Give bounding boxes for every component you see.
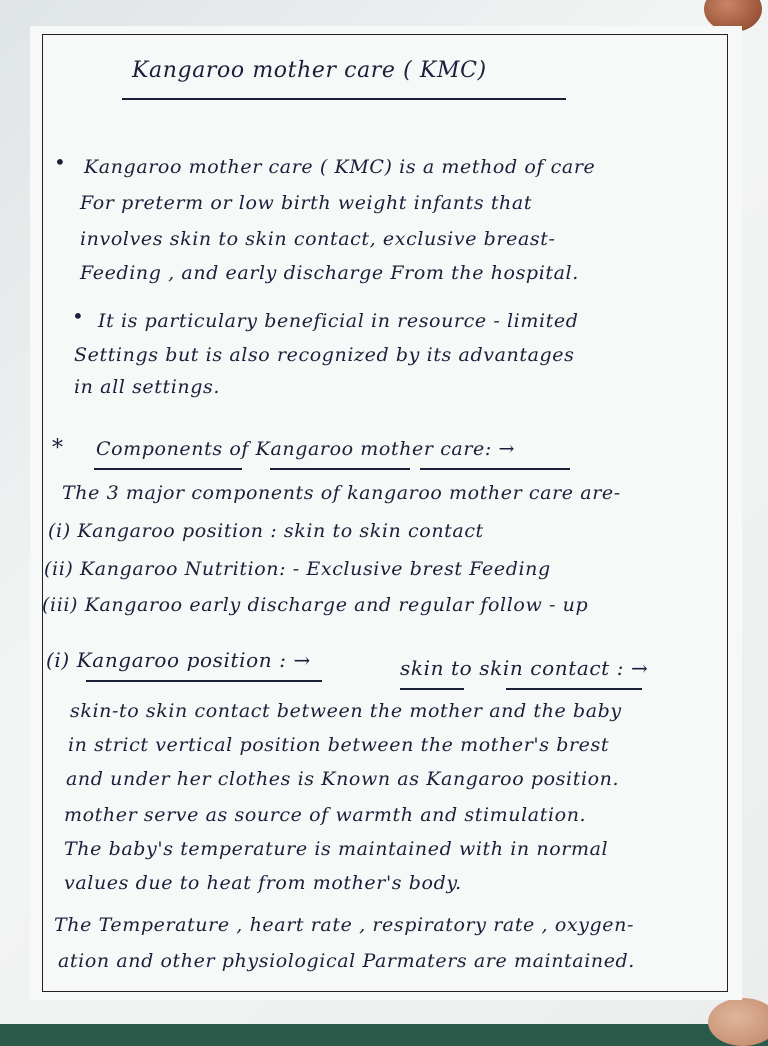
components-lead: The 3 major components of kangaroo mother care are- [62,482,621,504]
position-line-7: The Temperature , heart rate , respiratory rate , oxygen- [54,914,634,936]
intro-line-4: Feeding , and early discharge From the hospital. [80,262,579,284]
components-heading: Components of Kangaroo mother care: → [96,438,515,460]
intro-line-2: For preterm or low birth weight infants that [80,192,532,214]
component-item-2: (ii) Kangaroo Nutrition: - Exclusive brest Feeding [44,558,551,580]
position-line-2: in strict vertical position between the mother's brest [68,734,609,756]
position-underline [86,680,322,682]
skin-contact-underline-1 [400,688,464,690]
title-underline [122,98,566,100]
intro2-line-2: Settings but is also recognized by its advantages [74,344,574,366]
intro2-line-3: in all settings. [74,376,220,398]
intro-line-1: Kangaroo mother care ( KMC) is a method of care [84,156,595,178]
components-underline-2 [270,468,410,470]
finger-bottom [708,998,768,1046]
component-item-1: (i) Kangaroo position : skin to skin contact [48,520,484,542]
skin-contact-heading: skin to skin contact : → [400,656,648,680]
position-line-8: ation and other physiological Parmaters are maintained. [58,950,635,972]
components-underline-1 [94,468,242,470]
star-marker: * [52,436,64,461]
components-underline-3 [420,468,570,470]
position-line-1: skin-to skin contact between the mother and the baby [70,700,622,722]
bullet-dot-2: • [72,304,84,328]
position-line-6: values due to heat from mother's body. [64,872,462,894]
component-item-3: (iii) Kangaroo early discharge and regular follow - up [42,594,588,616]
intro-line-3: involves skin to skin contact, exclusive breast- [80,228,556,250]
page-title: Kangaroo mother care ( KMC) [132,58,487,83]
position-line-5: The baby's temperature is maintained with in normal [64,838,608,860]
position-heading: (i) Kangaroo position : → [46,648,311,672]
skin-contact-underline-2 [506,688,642,690]
intro2-line-1: It is particulary beneficial in resource - limited [98,310,579,332]
position-line-4: mother serve as source of warmth and stimulation. [64,804,586,826]
bullet-dot-1: • [54,150,66,174]
position-line-3: and under her clothes is Known as Kangaroo position. [66,768,619,790]
